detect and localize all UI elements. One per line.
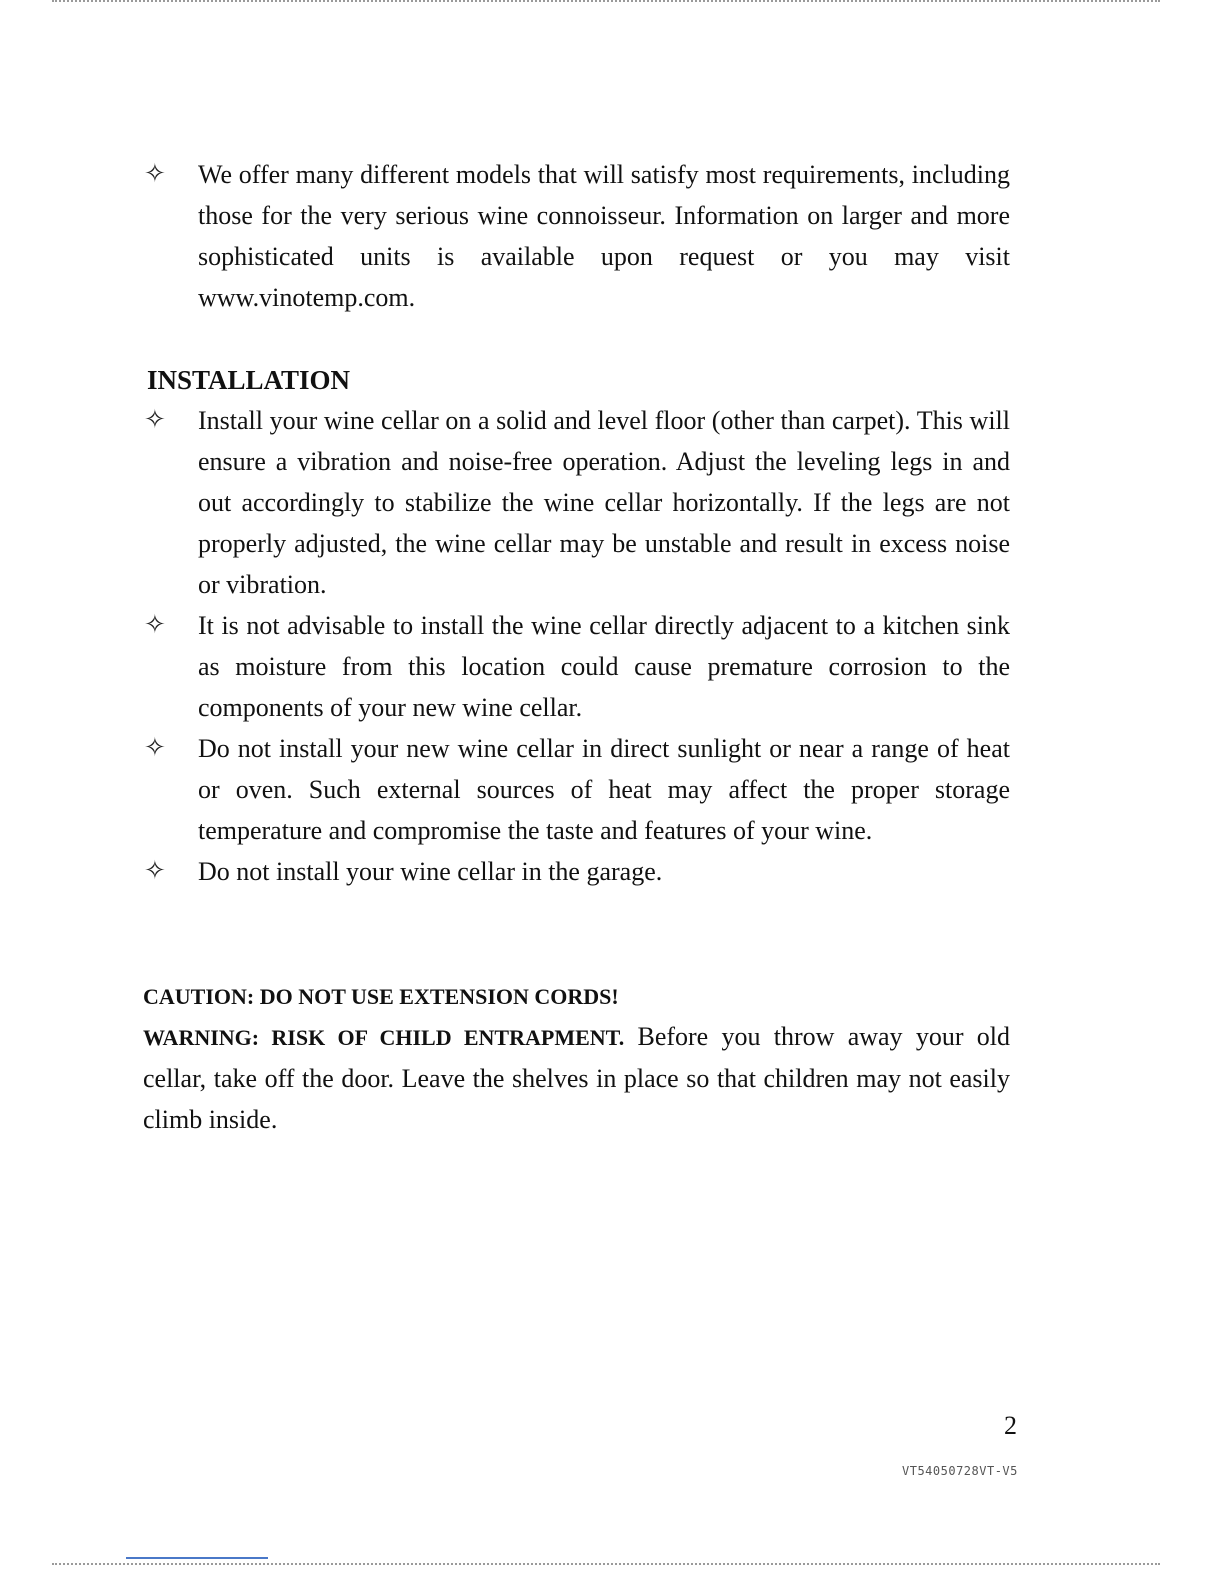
diamond-bullet-icon: ✧ <box>144 610 166 640</box>
intro-paragraph: We offer many different models that will satisfy most requirements, including those for the very serious wine connoisseur. Information on larger and more sophisticated units is available upon request or you may visit www.vinotemp.com. <box>198 160 1010 312</box>
installation-item: Do not install your wine cellar in the garage. <box>198 857 663 886</box>
page-number: 2 <box>1004 1411 1017 1440</box>
caution-notice: CAUTION: DO NOT USE EXTENSION CORDS! <box>143 984 619 1009</box>
bottom-link-underline <box>126 1557 268 1559</box>
warning-text: Before you throw away your old cellar, take off the door. Leave the shelves in place so that children may not easily climb inside. <box>143 1022 1010 1134</box>
installation-item: Do not install your new wine cellar in direct sunlight or near a range of heat or oven. Such external sources of heat may affect the proper storage temperature and compromise the taste and features of your wine. <box>198 734 1010 845</box>
installation-item: It is not advisable to install the wine cellar directly adjacent to a kitchen sink as moisture from this location could cause premature corrosion to the components of your new wine cellar. <box>198 611 1010 722</box>
section-heading-installation: INSTALLATION <box>147 365 351 395</box>
bottom-dotted-rule <box>52 1563 1160 1565</box>
warning-notice <box>143 1016 1010 1140</box>
installation-item: Install your wine cellar on a solid and level floor (other than carpet). This will ensure a vibration and noise-free operation. Adjust the leveling legs in and out accordingly to stabilize the wine cellar horizontally. If the legs are not properly adjusted, the wine cellar may be unstable and result in excess noise or vibration. <box>198 406 1010 599</box>
diamond-bullet-icon: ✧ <box>144 159 166 189</box>
warning-label: WARNING: RISK OF CHILD ENTRAPMENT. <box>143 1025 625 1050</box>
diamond-bullet-icon: ✧ <box>144 856 166 886</box>
diamond-bullet-icon: ✧ <box>144 405 166 435</box>
document-code: VT54050728VT-V5 <box>902 1464 1018 1478</box>
diamond-bullet-icon: ✧ <box>144 733 166 763</box>
top-dotted-rule <box>52 0 1160 2</box>
